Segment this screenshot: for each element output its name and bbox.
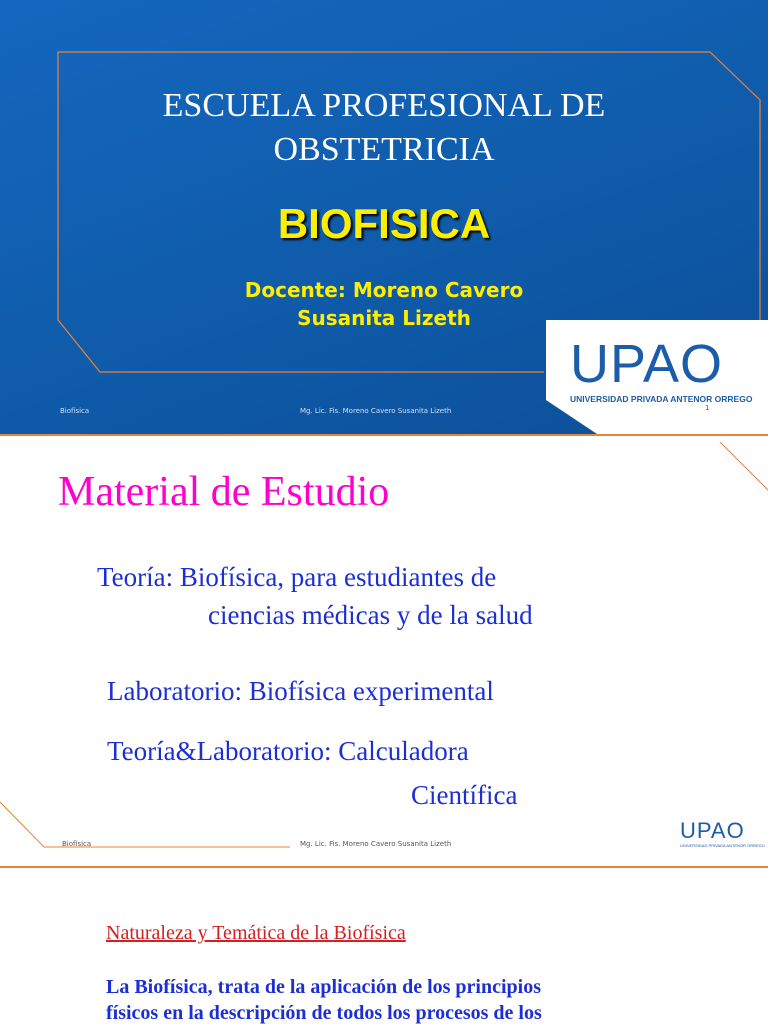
footer-author: Mg. Lic. Fis. Moreno Cavero Susanita Lizeth: [300, 840, 452, 848]
upao-logo-small: [680, 820, 768, 850]
calculadora-line1: Teoría&Laboratorio: Calculadora: [107, 736, 469, 766]
teoria-line2: ciencias médicas y de la salud: [208, 600, 533, 630]
instructor-line1: Docente: Moreno Cavero: [244, 278, 524, 302]
school-title: [0, 84, 768, 172]
footer-course: Biofísica: [62, 840, 92, 848]
upao-logo: [570, 336, 760, 404]
calculadora-line2: Científica: [411, 780, 518, 810]
course-title: BIOFISICA: [277, 200, 491, 247]
material-title: Material de Estudio: [58, 469, 390, 515]
instructor-line2: Susanita Lizeth: [297, 306, 471, 330]
footer-course: Biofísica: [60, 407, 90, 415]
body-line1: La Biofísica, trata de la aplicación de los principios: [106, 976, 542, 998]
footer-author: Mg. Lic. Fis. Moreno Cavero Susanita Lizeth: [300, 407, 452, 415]
upao-logo-text: UPAO: [680, 818, 745, 843]
upao-logo-subtitle: UNIVERSIDAD PRIVADA ANTENOR ORREGO: [680, 843, 765, 848]
section-heading: Naturaleza y Temática de la Biofísica: [106, 922, 406, 944]
slide-divider: [0, 434, 768, 436]
upao-logo-text: UPAO: [570, 334, 724, 394]
material-slide: [0, 442, 768, 862]
school-title-line2: OBSTETRICIA: [273, 131, 495, 168]
title-slide: [0, 0, 768, 436]
school-title-line1: ESCUELA PROFESIONAL DE: [162, 87, 606, 124]
body-line2: físicos en la descripción de todos los procesos de los: [106, 1002, 542, 1024]
page-number: 1: [705, 404, 710, 412]
upao-logo-subtitle: UNIVERSIDAD PRIVADA ANTENOR ORREGO: [570, 394, 753, 404]
instructor-name: [0, 276, 768, 332]
laboratorio-line: Laboratorio: Biofísica experimental: [107, 676, 494, 706]
naturaleza-slide: [0, 870, 768, 1024]
section-body: [106, 974, 542, 1024]
teoria-line1: Teoría: Biofísica, para estudiantes de: [97, 562, 497, 592]
slide-divider-2: [0, 866, 768, 868]
